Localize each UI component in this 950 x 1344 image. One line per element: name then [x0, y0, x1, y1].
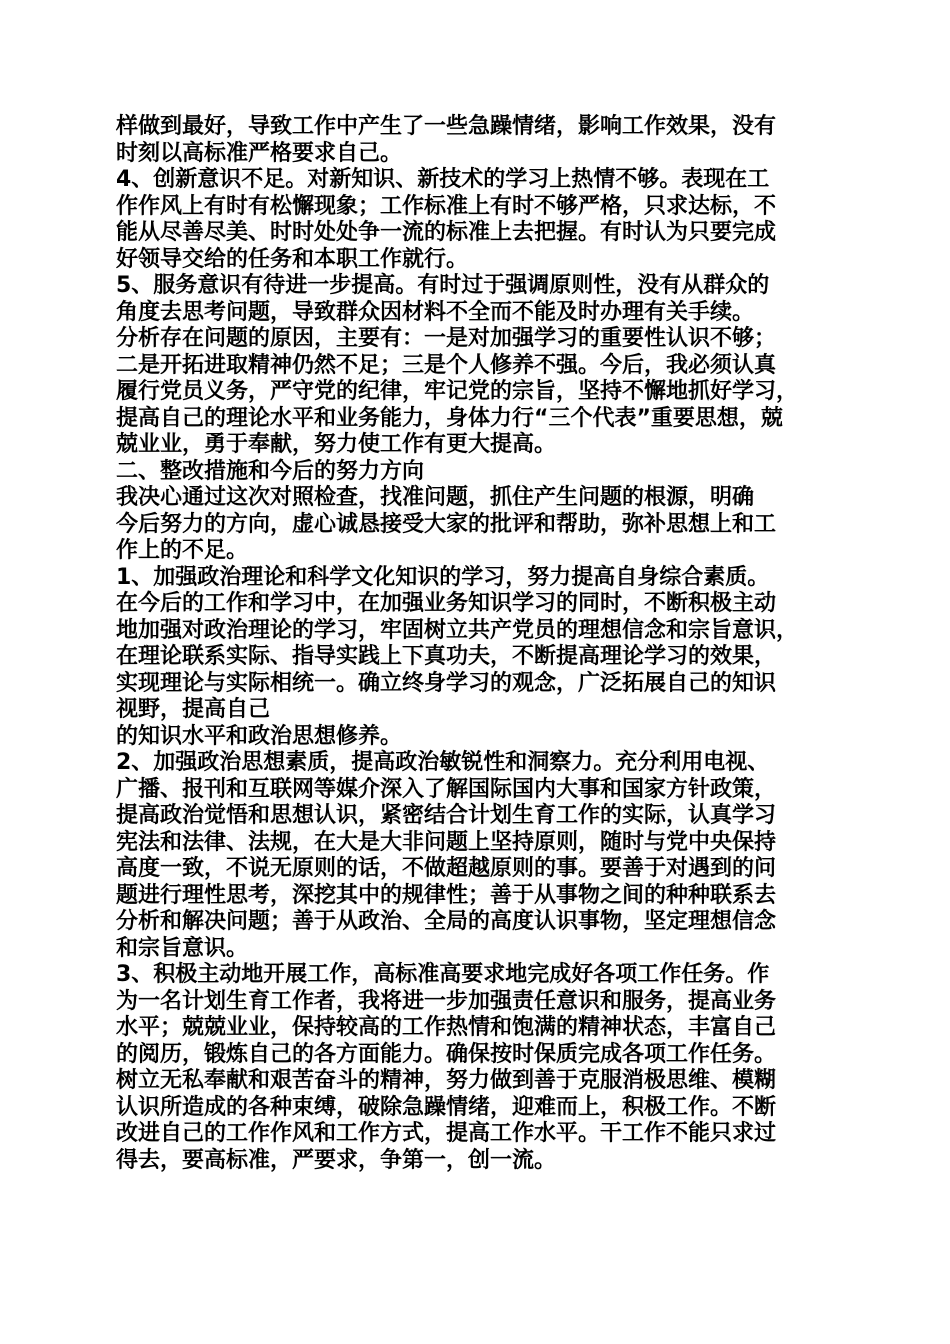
text-line: 的阅历，锻炼自己的各方面能力。确保按时保质完成各项工作任务。 [116, 1041, 777, 1067]
document-body [116, 114, 846, 1174]
text-line: 宪法和法律、法规，在大是大非问题上坚持原则，随时与党中央保持 [116, 829, 777, 855]
text-line: 3、积极主动地开展工作，高标准高要求地完成好各项工作任务。作 [116, 962, 770, 987]
text-line: 5、服务意识有待进一步提高。有时过于强调原则性，没有从群众的 [116, 273, 770, 298]
text-line: 在理论联系实际、指导实践上下真功夫，不断提高理论学习的效果， [116, 644, 777, 669]
text-line: 1、加强政治理论和科学文化知识的学习，努力提高自身综合素质。 [116, 564, 770, 590]
text-line: 作上的不足。 [116, 538, 249, 563]
text-line: 提高政治觉悟和思想认识，紧密结合计划生育工作的实际，认真学习 [116, 803, 777, 828]
text-line: 树立无私奉献和艰苦奋斗的精神，努力做到善于克服消极思维、模糊 [116, 1068, 777, 1093]
text-line: 为一名计划生育工作者，我将进一步加强责任意识和服务，提高业务 [116, 988, 777, 1014]
text-line: 题进行理性思考，深挖其中的规律性；善于从事物之间的种种联系去 [116, 882, 777, 908]
text-line: 的知识水平和政治思想修养。 [116, 723, 403, 749]
text-line: 作作风上有时有松懈现象；工作标准上有时不够严格，只求达标，不 [116, 193, 777, 219]
text-line: 能从尽善尽美、时时处处争一流的标准上去把握。有时认为只要完成 [116, 220, 777, 245]
text-line: 我决心通过这次对照检查，找准问题，抓住产生问题的根源，明确 [116, 485, 755, 510]
text-line: 在今后的工作和学习中，在加强业务知识学习的同时，不断积极主动 [116, 591, 777, 616]
text-line: 2、加强政治思想素质，提高政治敏锐性和洞察力。充分利用电视、 [116, 750, 770, 775]
text-line: 今后努力的方向，虚心诚恳接受大家的批评和帮助，弥补思想上和工 [116, 511, 777, 537]
text-line: 水平；兢兢业业，保持较高的工作热情和饱满的精神状态，丰富自己 [116, 1015, 777, 1040]
text-line: 时刻以高标准严格要求自己。 [116, 140, 403, 166]
text-line: 广播、报刊和互联网等媒介深入了解国际国内大事和国家方针政策， [116, 776, 777, 802]
text-line: 4、创新意识不足。对新知识、新技术的学习上热情不够。表现在工 [116, 167, 770, 192]
text-line: 分析和解决问题；善于从政治、全局的高度认识事物，坚定理想信念 [116, 909, 777, 934]
text-line: 视野，提高自己 [116, 697, 271, 722]
text-line: 提高自己的理论水平和业务能力，身体力行“三个代表”重要思想，兢 [116, 405, 783, 431]
text-line: 分析存在问题的原因，主要有：一是对加强学习的重要性认识不够； [116, 326, 777, 351]
text-line: 得去，要高标准，严要求，争第一，创一流。 [116, 1147, 557, 1173]
section-heading: 二、整改措施和今后的努力方向 [116, 458, 425, 484]
text-line: 样做到最好，导致工作中产生了一些急躁情绪，影响工作效果，没有 [116, 114, 777, 139]
text-line: 二是开拓进取精神仍然不足；三是个人修养不强。今后，我必须认真 [116, 352, 777, 378]
text-line: 兢业业，勇于奉献，努力使工作有更大提高。 [116, 432, 557, 457]
text-line: 改进自己的工作作风和工作方式，提高工作水平。干工作不能只求过 [116, 1121, 777, 1146]
text-line: 好领导交给的任务和本职工作就行。 [116, 246, 469, 272]
text-line: 地加强对政治理论的学习，牢固树立共产党员的理想信念和宗旨意识， [116, 617, 799, 643]
text-line: 角度去思考问题，导致群众因材料不全而不能及时办理有关手续。 [116, 299, 755, 325]
text-line: 认识所造成的各种束缚，破除急躁情绪，迎难而上，积极工作。不断 [116, 1094, 777, 1120]
text-line: 实现理论与实际相统一。确立终身学习的观念，广泛拓展自己的知识 [116, 670, 777, 696]
text-line: 高度一致，不说无原则的话，不做超越原则的事。要善于对遇到的问 [116, 856, 777, 881]
text-line: 履行党员义务，严守党的纪律，牢记党的宗旨，坚持不懈地抓好学习， [116, 379, 799, 404]
text-line: 和宗旨意识。 [116, 935, 249, 961]
